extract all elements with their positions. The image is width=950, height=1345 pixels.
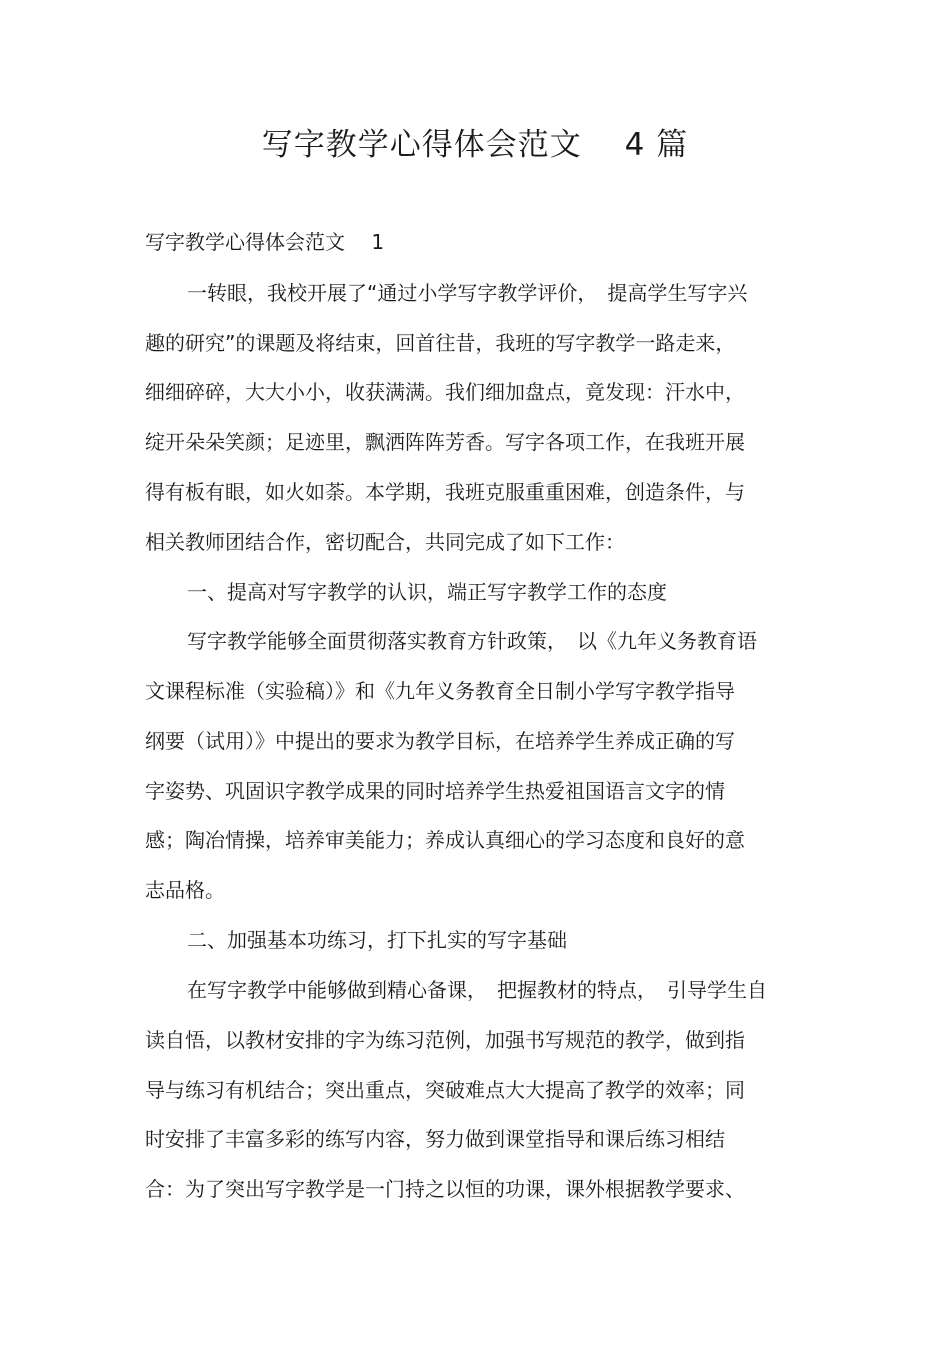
paragraph-line: 绽开朵朵笑颜；足迹里，飘洒阵阵芳香。写字各项工作，在我班开展 (145, 430, 745, 454)
document-title: 写字教学心得体会范文 4 篇 (261, 127, 689, 163)
subsection-heading: 一、提高对写字教学的认识，端正写字教学工作的态度 (187, 580, 667, 604)
paragraph-line: 志品格。 (145, 878, 225, 902)
paragraph-line: 纲要（试用）》中提出的要求为教学目标，在培养学生养成正确的写 (145, 729, 735, 753)
subsection-heading: 二、加强基本功练习，打下扎实的写字基础 (187, 928, 567, 952)
paragraph-line: 合：为了突出写字教学是一门持之以恒的功课，课外根据教学要求、 (145, 1177, 745, 1201)
section-heading: 写字教学心得体会范文 1 (145, 230, 385, 254)
paragraph-line: 写字教学能够全面贯彻落实教育方针政策， 以《九年义务教育语 (187, 629, 757, 653)
paragraph-line: 文课程标准（实验稿）》和《九年义务教育全日制小学写字教学指导 (145, 679, 735, 703)
paragraph-line: 趣的研究”的课题及将结束，回首往昔，我班的写字教学一路走来， (145, 331, 736, 355)
paragraph-line: 在写字教学中能够做到精心备课， 把握教材的特点， 引导学生自 (187, 978, 767, 1002)
paragraph-line: 细细碎碎，大大小小，收获满满。我们细加盘点，竟发现：汗水中， (145, 380, 745, 404)
paragraph-line: 时安排了丰富多彩的练写内容，努力做到课堂指导和课后练习相结 (145, 1127, 725, 1151)
paragraph-line: 得有板有眼，如火如荼。本学期，我班克服重重困难，创造条件，与 (145, 480, 745, 504)
paragraph-line: 导与练习有机结合；突出重点，突破难点大大提高了教学的效率；同 (145, 1078, 745, 1102)
paragraph-line: 字姿势、巩固识字教学成果的同时培养学生热爱祖国语言文字的情 (145, 779, 725, 803)
paragraph-line: 感；陶冶情操，培养审美能力；养成认真细心的学习态度和良好的意 (145, 828, 745, 852)
paragraph-line: 相关教师团结合作，密切配合，共同完成了如下工作： (145, 530, 625, 554)
paragraph-line: 读自悟，以教材安排的字为练习范例，加强书写规范的教学，做到指 (145, 1028, 745, 1052)
paragraph-line: 一转眼，我校开展了“通过小学写字教学评价， 提高学生写字兴 (187, 281, 748, 305)
